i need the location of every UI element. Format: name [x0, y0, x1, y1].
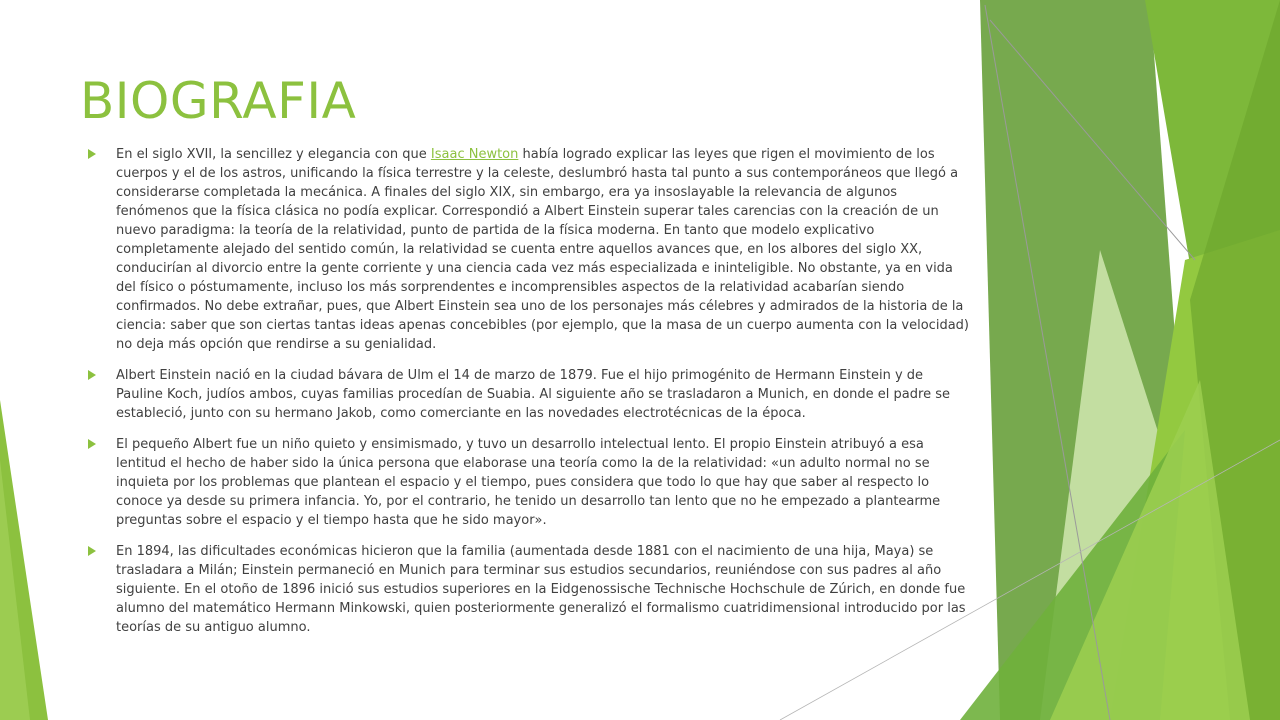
paragraph-text: Albert Einstein nació en la ciudad bávara de Ulm el 14 de marzo de 1879. Fue el hijo primogénito de Hermann Einstein y de Pauline Koch, judíos ambos, cuyas familias procedían de Suabia. Al siguiente año se trasladaron a Munich, en donde el padre se estableció, junto con su hermano Jakob, como comerciante en las novedades electrotécnicas de la época.	[116, 368, 950, 421]
bullet-item	[88, 366, 973, 423]
isaac-newton-link[interactable]: Isaac Newton	[430, 147, 519, 162]
bullet-item	[88, 435, 973, 530]
bullet-item	[88, 542, 973, 637]
slide-title: BIOGRAFIA	[80, 72, 357, 130]
triangle-bullet-icon	[88, 149, 96, 159]
triangle-bullet-icon	[88, 546, 96, 556]
bullet-list	[88, 145, 973, 649]
paragraph-text: En 1894, las dificultades económicas hicieron que la familia (aumentada desde 1881 con el nacimiento de una hija, Maya) se trasladara a Milán; Einstein permaneció en Munich para terminar sus estudios secundarios, reuniéndose con sus padres al año siguiente. En el otoño de 1896 inició sus estudios superiores en la Eidgenossische Technische Hochschule de Zúrich, en donde fue alumno del matemático Hermann Minkowski, quien posteriormente generalizó el formalismo cuatridimensional introducido por las teorías de su antiguo alumno.	[116, 544, 966, 635]
paragraph-text: El pequeño Albert fue un niño quieto y ensimismado, y tuvo un desarrollo intelectual lento. El propio Einstein atribuyó a esa lentitud el hecho de haber sido la única persona que elaborase una teoría como la de la relatividad: «un adulto normal no se inquieta por los problemas que plantean el espacio y el tiempo, pues considera que todo lo que hay que saber al respecto lo conoce ya desde su primera infancia. Yo, por el contrario, he tenido un desarrollo tan lento que no he empezado a plantearme preguntas sobre el espacio y el tiempo hasta que he sido mayor».	[116, 437, 941, 528]
triangle-bullet-icon	[88, 439, 96, 449]
paragraph-text: había logrado explicar las leyes que rigen el movimiento de los cuerpos y el de los astros, unificando la física terrestre y la celeste, deslumbró hasta tal punto a sus contemporáneos que llegó a considerarse completada la mecánica. A finales del siglo XIX, sin embargo, era ya insoslayable la relevancia de algunos fenómenos que la física clásica no podía explicar. Correspondió a Albert Einstein superar tales carencias con la creación de un nuevo paradigma: la teoría de la relatividad, punto de partida de la física moderna. En tanto que modelo explicativo completamente alejado del sentido común, la relatividad se cuenta entre aquellos avances que, en los albores del siglo XX, conducirían al divorcio entre la gente corriente y una ciencia cada vez más especializada e ininteligible. No obstante, ya en vida del físico o póstumamente, incluso los más sorprendentes e incomprensibles aspectos de la relatividad acabarían siendo confirmados. No debe extrañar, pues, que Albert Einstein sea uno de los personajes más célebres y admirados de la historia de la ciencia: saber que son ciertas tantas ideas apenas concebibles (por ejemplo, que la masa de un cuerpo aumenta con la velocidad) no deja más opción que rendirse a su genialidad.	[116, 147, 969, 352]
triangle-bullet-icon	[88, 370, 96, 380]
bullet-item	[88, 145, 973, 354]
paragraph-text: En el siglo XVII, la sencillez y elegancia con que	[116, 147, 431, 162]
